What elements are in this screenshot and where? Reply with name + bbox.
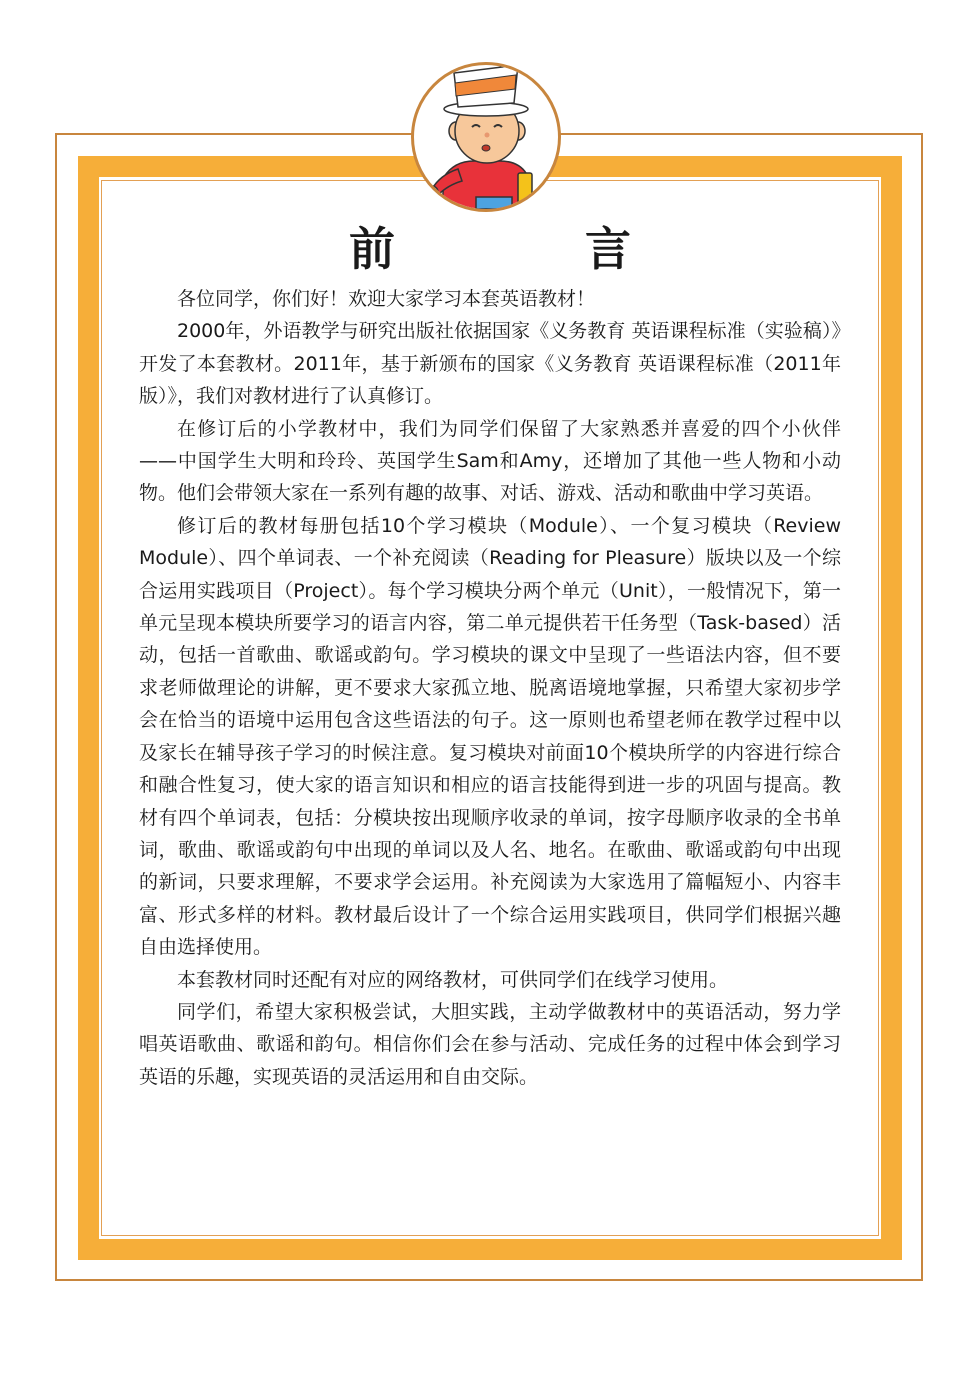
mascot-badge: [411, 62, 561, 212]
paragraph-greeting: 各位同学，你们好！欢迎大家学习本套英语教材！: [177, 288, 596, 310]
paragraph-closing: 同学们，希望大家积极尝试，大胆实践，主动学做教材中的英语活动，努力学唱英语歌曲、歌谣和韵句。相信你们会在参与活动、完成任务的过程中体会到学习英语的乐趣，实现英语的灵活运用和自由交际。: [139, 1000, 841, 1088]
preface-body: [139, 283, 841, 1093]
paragraph-background: 2000年，外语教学与研究出版社依据国家《义务教育 英语课程标准（实验稿）》开发了本套教材。2011年，基于新颁布的国家《义务教育 英语课程标准（2011年版）》，我们对教材进行了认真修订。: [139, 320, 841, 408]
page-title: [0, 214, 980, 284]
boy-with-hat-icon: [414, 65, 558, 209]
title-char-1: 前: [349, 222, 395, 276]
paragraph-online: 本套教材同时还配有对应的网络教材，可供同学们在线学习使用。: [177, 968, 729, 991]
paragraph-structure: 修订后的教材每册包括10个学习模块（Module）、一个复习模块（Review Module）、四个单词表、一个补充阅读（Reading for Pleasure）版块以及一个综合运用实践项目（Project）。每个学习模块分两个单元（Unit），一般情况下，第一单元呈现本模块所要学习的语言内容，第二单元提供若干任务型（Task-based）活动，包括一首歌曲、歌谣或韵句。学习模块的课文中呈现了一些语法内容，但不要求老师做理论的讲解，更不要求大家孤立地、脱离语境地掌握，只希望大家初步学会在恰当的语境中运用包含这些语法的句子。这一原则也希望老师在教学过程中以及家长在辅导孩子学习的时候注意。复习模块对前面10个模块所学的内容进行综合和融合性复习，使大家的语言知识和相应的语言技能得到进一步的巩固与提高。教材有四个单词表，包括：分模块按出现顺序收录的单词，按字母顺序收录的全书单词，歌曲、歌谣或韵句中出现的单词以及人名、地名。在歌曲、歌谣或韵句中出现的新词，只要求理解，不要求学会运用。补充阅读为大家选用了篇幅短小、内容丰富、形式多样的材料。教材最后设计了一个综合运用实践项目，供同学们根据兴趣自由选择使用。: [139, 514, 841, 959]
title-char-2: 言: [585, 222, 631, 276]
paragraph-characters: 在修订后的小学教材中，我们为同学们保留了大家熟悉并喜爱的四个小伙伴——中国学生大明和玲玲、英国学生Sam和Amy，还增加了其他一些人物和小动物。他们会带领大家在一系列有趣的故事、对话、游戏、活动和歌曲中学习英语。: [139, 417, 841, 505]
